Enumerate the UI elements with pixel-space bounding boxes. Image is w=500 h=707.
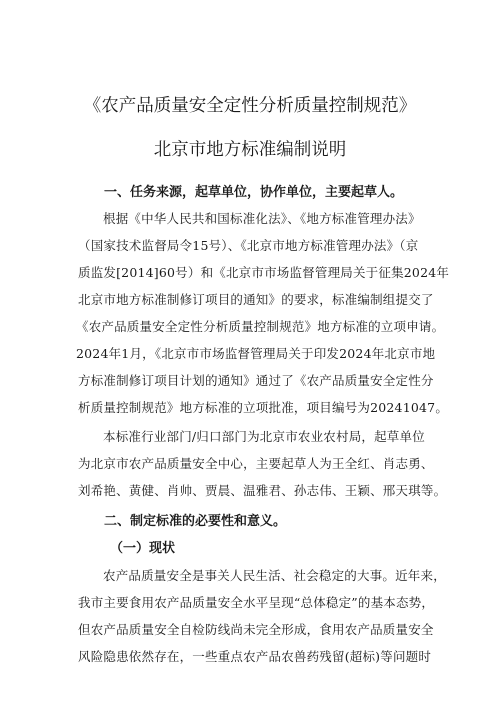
section-1-heading: 一、任务来源，起草单位，协作单位，主要起草人。 <box>104 185 404 200</box>
paragraph-line: 《农产品质量安全定性分析质量控制规范》地方标准的立项申请。 <box>76 319 445 334</box>
paragraph-line: 农产品质量安全是事关人民生活、社会稳定的大事。近年来， <box>103 568 446 583</box>
paragraph-line: 方标准制修订项目计划的通知》通过了《农产品质量安全定性分 <box>78 373 434 388</box>
paragraph-line: 但农产品质量安全自检防线尚未完全形成，食用农产品质量安全 <box>78 622 434 637</box>
paragraph-line: 本标准行业部门/归口部门为北京市农业农村局，起草单位 <box>103 429 425 444</box>
section-2-heading: 二、制定标准的必要性和意义。 <box>104 514 287 529</box>
paragraph-line: 根据《中华人民共和国标准化法》、《地方标准管理办法》 <box>103 211 421 226</box>
document-title: 《农产品质量安全定性分析质量控制规范》 <box>83 96 417 116</box>
paragraph-line: 北京市地方标准制修订项目的通知》的要求，标准编制组提交了 <box>78 292 434 307</box>
paragraph-line: 风险隐患依然存在，一些重点农产品农兽药残留(超标)等问题时 <box>78 649 432 664</box>
paragraph-line: 刘希艳、黄健、肖帅、贾晨、温雅君、孙志伟、王颖、邢天琪等。 <box>78 483 447 498</box>
paragraph-line: 析质量控制规范》地方标准的立项批准，项目编号为20241047。 <box>78 400 449 415</box>
paragraph-line: （国家技术监督局令15号）、《北京市地方标准管理办法》（京 <box>78 238 419 253</box>
paragraph-line: 质监发[2014]60号）和《北京市市场监督管理局关于征集2024年 <box>78 265 450 280</box>
subsection-1-heading: （一）现状 <box>110 541 176 556</box>
paragraph-line: 为北京市农产品质量安全中心，主要起草人为王全红、肖志勇、 <box>78 456 434 471</box>
paragraph-line: 我市主要食用农产品质量安全水平呈现“总体稳定”的基本态势， <box>78 595 435 610</box>
paragraph-line: 2024年1月，《北京市市场监督管理局关于印发2024年北京市地 <box>76 346 436 361</box>
document-subtitle: 北京市地方标准编制说明 <box>153 140 347 160</box>
